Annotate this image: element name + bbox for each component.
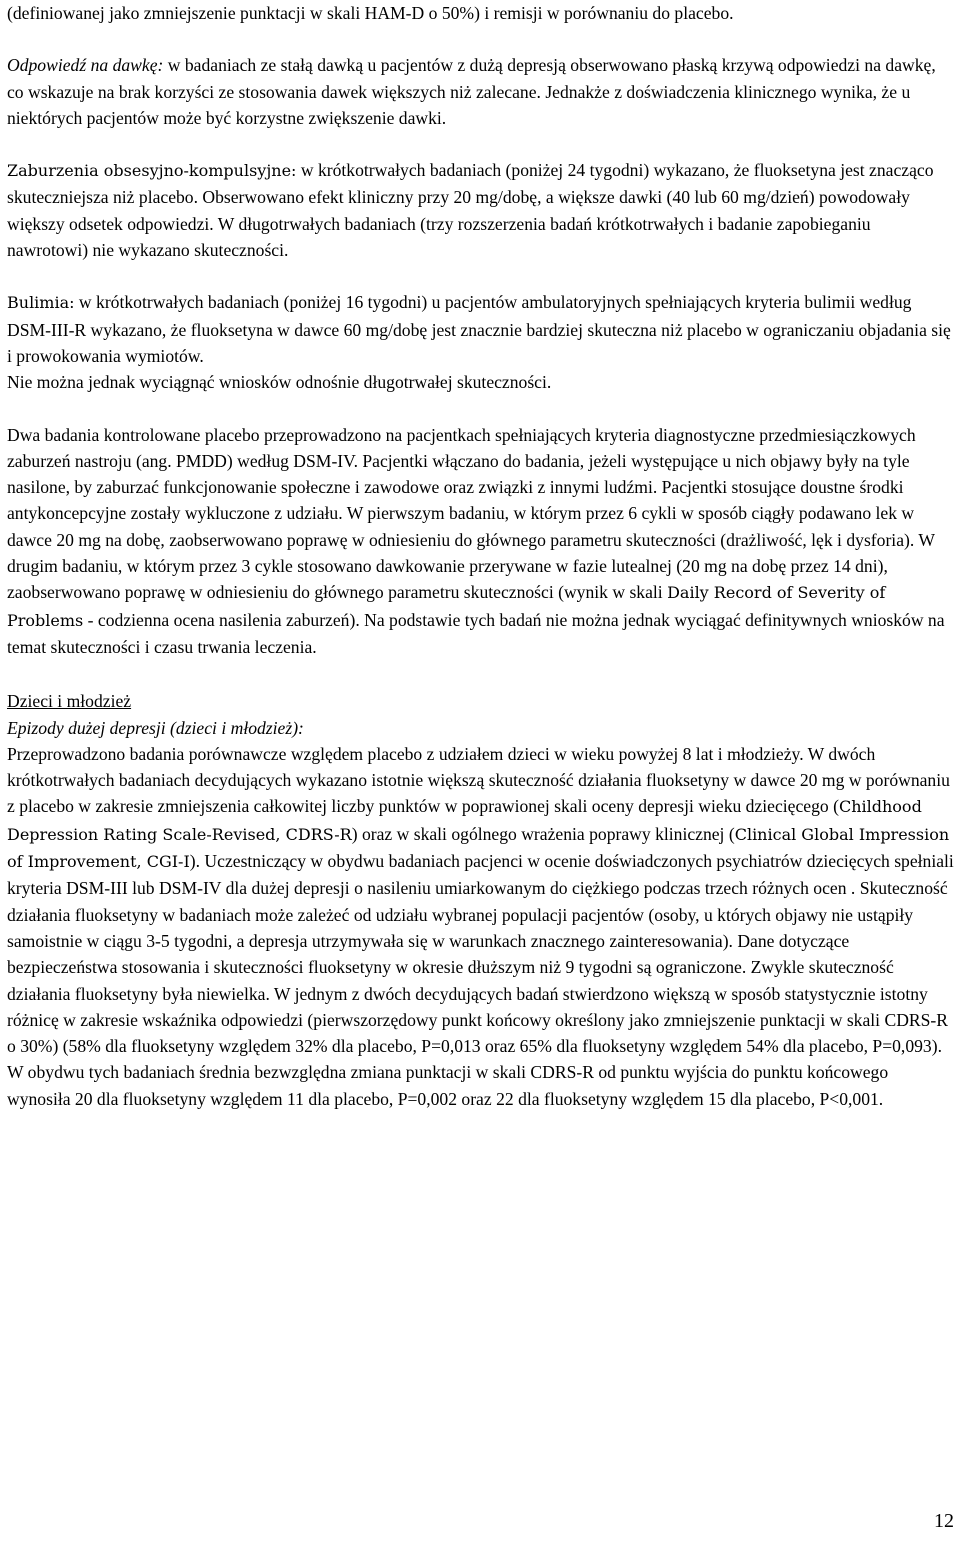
- heading-episodes-text: Epizody dużej depresji (dzieci i młodzież):: [7, 717, 304, 738]
- paragraph-intro: [7, 0, 955, 26]
- dose-response-label: Odpowiedź na dawkę:: [7, 55, 164, 76]
- children-text-c: ). Uczestniczący w obydwu badaniach pacjenci w ocenie doświadczonych psychiatrów dziecięcych spełniali kryteria DSM-III lub DSM-IV dla dużej depresji o nasileniu umiarkowanym do ciężkiego podczas trzech różnych ocen . Skuteczność działania fluoksetyny w badaniach może zależeć od udziału wybranej populacji pacjentów (osoby, u których objawy nie ustąpiły samoistnie w ciągu 3-5 tygodni, a depresja utrzymywała się w warunkach znacznego zainteresowania). Dane dotyczące bezpieczeństwa stosowania i skuteczności fluoksetyny w okresie dłuższym niż 9 tygodni są ograniczone. Zwykle skuteczność działania fluoksetyny była niewielka. W jednym z dwóch decydujących badań stwierdzono większą w sposób statystycznie istotny różnicę w zakresie wskaźnika odpowiedzi (pierwszorzędowy punkt końcowy określony jako zmniejszenie punktacji w skali CDRS-R o 30%) (58% dla fluoksetyny względem 32% dla placebo, P=0,013 oraz 65% dla fluoksetyny względem 54% dla placebo, P=0,093). W obydwu tych badaniach średnia bezwzględna zmiana punktacji w skali CDRS-R od punktu wyjścia do punktu końcowego wynosiła 20 dla fluoksetyny względem 11 dla placebo, P=0,002 oraz 22 dla fluoksetyny względem 15 dla placebo, P<0,001.: [7, 851, 954, 1109]
- document-page: [7, 0, 955, 1112]
- children-text-a: Przeprowadzono badania porównawcze względem placebo z udziałem dzieci w wieku powyżej 8 lat i młodzieży. W dwóch krótkotrwałych badaniach decydujących wykazano istotnie większą skuteczność działania fluoksetyny w dawce 20 mg w porównaniu z placebo w zakresie zmniejszenia całkowitej liczby punktów w poprawionej skali oceny depresji wieku dziecięcego (: [7, 743, 950, 817]
- ocd-label: Zaburzenia obsesyjno-kompulsyjne:: [7, 161, 297, 181]
- pmdd-text-b: - codzienna ocena nasilenia zaburzeń). Na podstawie tych badań nie można jednak wyciągać definitywnych wniosków na temat skuteczności i czasu trwania leczenia.: [7, 609, 945, 657]
- bulimia-note-text: Nie można jednak wyciągnąć wniosków odnośnie długotrwałej skuteczności.: [7, 372, 552, 393]
- paragraph-dose-response: [7, 52, 955, 131]
- children-text-b: ) oraz w skali ogólnego wrażenia poprawy klinicznej (: [351, 823, 735, 844]
- pmdd-text-a: Dwa badania kontrolowane placebo przeprowadzono na pacjentkach spełniających kryteria diagnostyczne przedmiesiączkowych zaburzeń nastroju (ang. PMDD) według DSM-IV. Pacjentki włączano do badania, jeżeli występujące u nich objawy były na tyle nasilone, by zaburzać funkcjonowanie społeczne i zawodowe oraz związki z innymi ludźmi. Pacjentki stosujące doustne środki antykoncepcyjne zostały wykluczone z udziału. W pierwszym badaniu, w którym przez 6 cykli w sposób ciągły podawano lek w dawce 20 mg na dobę, zaobserwowano poprawę w odniesieniu do głównego parametru skuteczności (drażliwość, lęk i dysforia). W drugim badaniu, w którym przez 3 cykle stosowano dawkowanie przerywane w fazie lutealnej (20 mg na dobę przez 14 dni), zaobserwowano poprawę w odniesieniu do głównego parametru skuteczności (wynik w skali: [7, 424, 935, 603]
- page-number: 12: [934, 1510, 954, 1532]
- pmdd-scale-name: Daily Record of Severity of Problems: [7, 583, 886, 630]
- heading-children: [7, 688, 955, 714]
- paragraph-ocd: [7, 157, 955, 263]
- paragraph-bulimia: [7, 289, 955, 369]
- paragraph-pmdd: [7, 422, 955, 661]
- cgi-scale-name: Clinical Global Impression of Improvement, CGI-I: [7, 824, 950, 872]
- intro-text: (definiowanej jako zmniejszenie punktacji w skali HAM-D o 50%) i remisji w porównaniu do placebo.: [7, 3, 734, 23]
- heading-episodes: [7, 715, 955, 741]
- dose-response-text: w badaniach ze stałą dawką u pacjentów z dużą depresją obserwowano płaską krzywą odpowiedzi na dawkę, co wskazuje na brak korzyści ze stosowania dawek większych niż zalecane. Jednakże z doświadczenia klinicznego wynika, że u niektórych pacjentów może być korzystne zwiększenie dawki.: [7, 55, 936, 128]
- cdrs-scale-name: Childhood Depression Rating Scale-Revised, CDRS-R: [7, 797, 922, 844]
- bulimia-label: Bulimia:: [7, 293, 75, 313]
- paragraph-children-studies: [7, 741, 955, 1112]
- ocd-text: w krótkotrwałych badaniach (poniżej 24 tygodni) wykazano, że fluoksetyna jest znacząco skuteczniejsza niż placebo. Obserwowano efekt kliniczny przy 20 mg/dobę, a większe dawki (40 lub 60 mg/dzień) powodowały większy odsetek odpowiedzi. W długotrwałych badaniach (trzy rozszerzenia badań krótkotrwałych i badanie zapobieganiu nawrotowi) nie wykazano skuteczności.: [7, 160, 934, 261]
- heading-children-text: Dzieci i młodzież: [7, 691, 132, 712]
- bulimia-text: w krótkotrwałych badaniach (poniżej 16 tygodni) u pacjentów ambulatoryjnych spełniających kryteria bulimii według DSM-III-R wykazano, że fluoksetyna w dawce 60 mg/dobę jest znacznie bardziej skuteczna niż placebo w ograniczaniu objadania się i prowokowania wymiotów.: [7, 292, 951, 366]
- paragraph-bulimia-note: [7, 369, 955, 395]
